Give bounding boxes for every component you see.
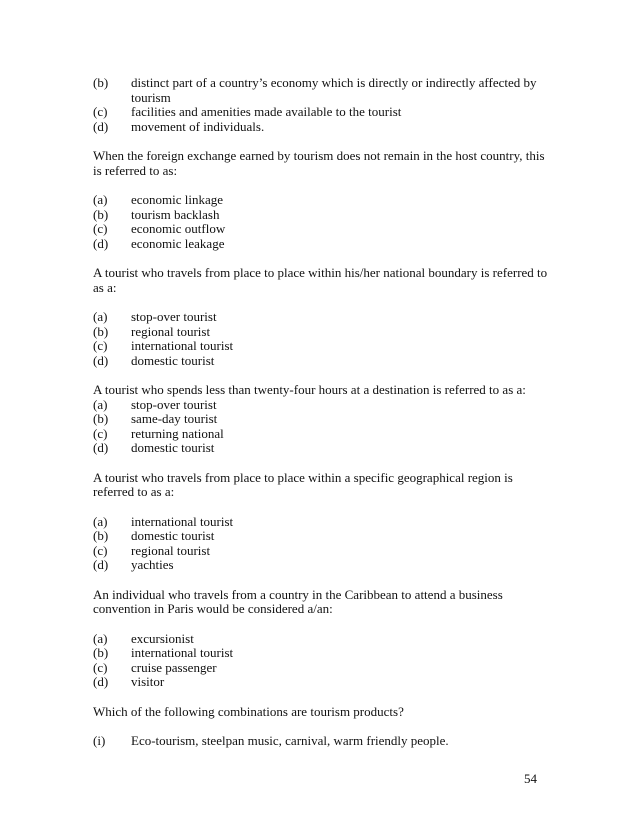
option-row xyxy=(93,193,553,208)
option-row xyxy=(93,310,553,325)
option-text: economic linkage xyxy=(131,192,224,207)
option-text: domestic tourist xyxy=(131,352,215,368)
option-row xyxy=(93,632,553,647)
option-label: (c) xyxy=(93,104,108,119)
option-text: international tourist xyxy=(131,645,234,660)
option-row xyxy=(93,354,553,369)
option-label: (b) xyxy=(93,411,109,426)
page-number: 54 xyxy=(524,771,537,786)
option-text: regional tourist xyxy=(131,542,211,558)
option-label: (c) xyxy=(93,425,108,441)
option-row xyxy=(93,412,553,427)
option-row xyxy=(93,558,553,573)
option-text: stop-over tourist xyxy=(131,309,217,324)
option-label: (b) xyxy=(93,323,109,339)
option-text: international tourist xyxy=(131,338,234,353)
option-row xyxy=(93,661,553,676)
option-text: excursionist xyxy=(131,630,194,646)
option-list xyxy=(93,515,553,573)
question xyxy=(93,588,553,690)
option-label: (c) xyxy=(93,338,108,353)
question-stem: Which of the following combinations are tourism products? xyxy=(93,703,404,719)
option-row xyxy=(93,427,553,442)
option-list xyxy=(93,398,553,456)
option-label: (d) xyxy=(93,557,109,572)
option-label: (c) xyxy=(93,221,108,236)
option-text: Eco-tourism, steelpan music, carnival, warm friendly people. xyxy=(131,733,449,748)
option-text: economic outflow xyxy=(131,221,226,236)
option-row xyxy=(93,646,553,661)
option-row xyxy=(93,325,553,340)
option-text: stop-over tourist xyxy=(131,396,217,412)
option-row xyxy=(93,76,553,105)
option-text: domestic tourist xyxy=(131,528,215,543)
option-list xyxy=(93,632,553,690)
option-label: (d) xyxy=(93,235,109,251)
option-label: (b) xyxy=(93,75,109,90)
document-page xyxy=(93,76,553,764)
option-label: (a) xyxy=(93,309,108,324)
option-text: movement of individuals. xyxy=(131,118,265,134)
option-row xyxy=(93,398,553,413)
option-text: tourism backlash xyxy=(131,206,220,222)
option-text: distinct part of a country’s economy which is directly or indirectly affected by tourism xyxy=(131,75,537,105)
question xyxy=(93,705,553,749)
option-text: yachties xyxy=(131,557,174,572)
option-label: (i) xyxy=(93,733,106,748)
option-text: visitor xyxy=(131,674,165,689)
option-label: (d) xyxy=(93,440,109,455)
question xyxy=(93,149,553,251)
option-list xyxy=(93,310,553,368)
option-label: (a) xyxy=(93,396,108,412)
option-text: facilities and amenities made available to the tourist xyxy=(131,104,402,119)
option-text: economic leakage xyxy=(131,235,225,251)
option-list xyxy=(93,734,553,749)
option-label: (d) xyxy=(93,674,109,689)
option-label: (a) xyxy=(93,630,108,646)
option-label: (d) xyxy=(93,352,109,368)
option-label: (b) xyxy=(93,206,109,222)
option-text: international tourist xyxy=(131,513,234,529)
option-label: (a) xyxy=(93,513,108,529)
question-stem: A tourist who spends less than twenty-four hours at a destination is referred to as a: xyxy=(93,382,526,397)
option-row xyxy=(93,339,553,354)
option-row xyxy=(93,222,553,237)
option-text: cruise passenger xyxy=(131,659,217,675)
option-text: domestic tourist xyxy=(131,440,215,455)
option-row xyxy=(93,237,553,252)
question xyxy=(93,383,553,456)
question xyxy=(93,471,553,573)
option-label: (b) xyxy=(93,645,109,660)
question-stem: When the foreign exchange earned by tourism does not remain in the host country, this is referred to as: xyxy=(93,148,545,178)
option-label: (c) xyxy=(93,542,108,558)
option-label: (a) xyxy=(93,192,108,207)
option-row xyxy=(93,734,553,749)
option-label: (d) xyxy=(93,118,109,134)
option-text: regional tourist xyxy=(131,323,211,339)
question-stem: An individual who travels from a country in the Caribbean to attend a business convention in Paris would be considered a/an: xyxy=(93,586,503,616)
carryover-options xyxy=(93,76,553,134)
question-stem: A tourist who travels from place to place within a specific geographical region is referred to as a: xyxy=(93,469,513,499)
option-text: same-day tourist xyxy=(131,411,218,426)
option-row xyxy=(93,120,553,135)
question-stem: A tourist who travels from place to place within his/her national boundary is referred to as a: xyxy=(93,265,548,295)
option-row xyxy=(93,441,553,456)
option-row xyxy=(93,105,553,120)
option-label: (b) xyxy=(93,528,109,543)
option-row xyxy=(93,544,553,559)
option-row xyxy=(93,675,553,690)
option-text: returning national xyxy=(131,425,224,441)
option-list xyxy=(93,193,553,251)
option-row xyxy=(93,208,553,223)
question xyxy=(93,266,553,368)
option-row xyxy=(93,515,553,530)
option-row xyxy=(93,529,553,544)
option-label: (c) xyxy=(93,659,108,675)
